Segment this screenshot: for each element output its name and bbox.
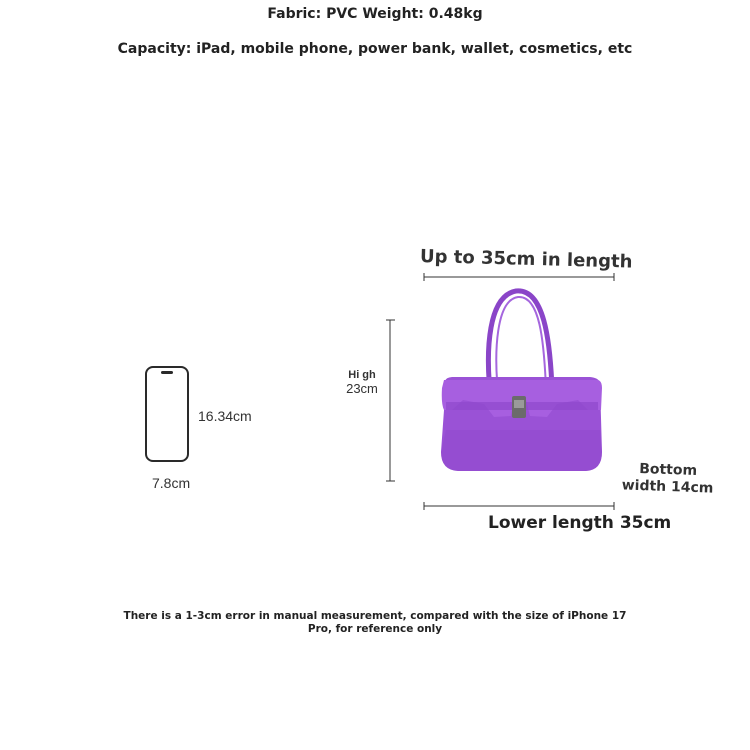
bottom-width-line2: width 14cm <box>621 477 714 497</box>
height-value: 23cm <box>346 381 378 396</box>
phone-height-label: 16.34cm <box>198 408 252 424</box>
fabric-weight-text: Fabric: PVC Weight: 0.48kg <box>267 6 483 22</box>
height-word: Hi gh <box>348 369 376 381</box>
bottom-width-line1: Bottom <box>638 460 698 480</box>
lower-length-line <box>424 502 614 510</box>
top-length-label: Up to 35cm in length <box>419 246 633 273</box>
height-label <box>340 368 384 396</box>
bottom-width-label <box>621 460 714 497</box>
top-length-line <box>424 273 614 281</box>
measurement-note: There is a 1-3cm error in manual measurement, compared with the size of iPhone 17 Pro, for reference only <box>123 610 627 635</box>
phone-width-label: 7.8cm <box>152 475 191 491</box>
handbag-icon <box>441 291 602 471</box>
capacity-text: Capacity: iPad, mobile phone, power bank, wallet, cosmetics, etc <box>117 41 633 57</box>
height-line <box>386 320 395 481</box>
lower-length-label: Lower length 35cm <box>488 513 672 533</box>
